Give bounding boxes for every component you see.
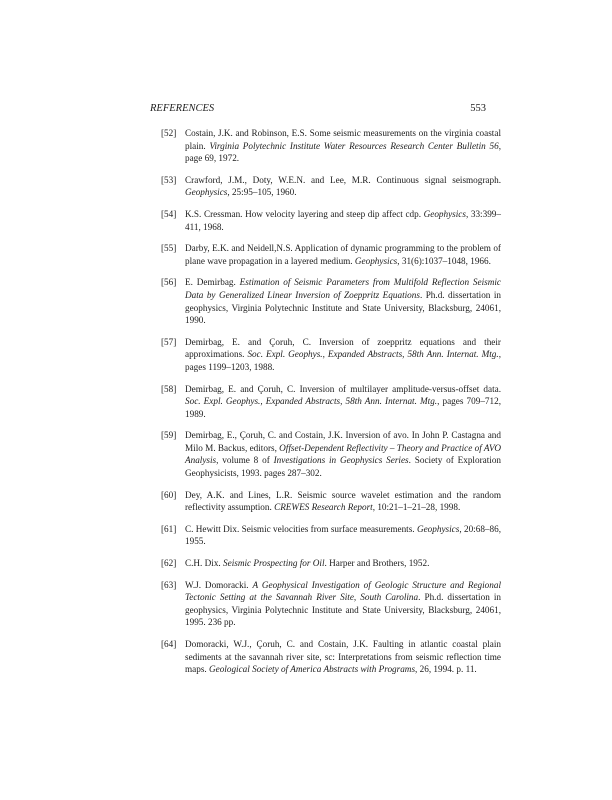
- reference-text-segment: , pages 1199–1203, 1988.: [185, 349, 501, 372]
- reference-number: [63]: [161, 579, 177, 590]
- page-header: [150, 102, 486, 116]
- reference-number: [55]: [161, 243, 177, 254]
- reference-number: [62]: [161, 558, 177, 569]
- reference-title-italic: Soc. Expl. Geophys., Expanded Abstracts, 58th Ann. Internat. Mtg.: [247, 349, 499, 360]
- reference-entry: [161, 579, 501, 629]
- reference-text: [185, 430, 501, 478]
- reference-title-italic: Geological Society of America Abstracts with Programs: [209, 664, 416, 675]
- reference-text-segment: Dey, A.K. and Lines, L.R. Seismic source wavelet estimation and the random reflectivity assumption.: [185, 489, 501, 513]
- reference-text-segment: . Ph.d. dissertation in geophysics, Virginia Polytechnic Institute and State University, Blacksburg, 24061, 1995. 236 pp.: [185, 592, 501, 628]
- reference-entry: [161, 336, 501, 374]
- reference-title-italic: Offset-Dependent Reflectivity – Theory and Practice of AVO Analysis: [185, 442, 501, 466]
- reference-number: [61]: [161, 523, 177, 534]
- reference-text-segment: Costain, J.K. and Robinson, E.S. Some seismic measurements on the virginia coastal plain.: [185, 128, 501, 151]
- reference-entry: [161, 429, 501, 479]
- reference-number: [60]: [161, 489, 177, 500]
- reference-text: [185, 337, 501, 372]
- reference-text-segment: C.H. Dix.: [185, 558, 224, 569]
- reference-text-segment: E. Demirbag.: [185, 277, 240, 288]
- reference-text-segment: K.S. Cressman. How velocity layering and steep dip affect cdp.: [185, 208, 424, 219]
- reference-title-italic: CREWES Research Report: [274, 502, 373, 513]
- reference-number: [54]: [161, 208, 177, 219]
- reference-text-segment: Demirbag, E. and Çoruh, C. Inversion of zoeppritz equations and their approximations.: [185, 336, 501, 360]
- reference-text-segment: , volume 8 of: [216, 455, 274, 466]
- reference-text-segment: . Ph.d. dissertation in geophysics, Virginia Polytechnic Institute and State University, Blacksburg, 24061, 1990.: [185, 289, 501, 326]
- reference-title-italic: Investigations in Geophysics Series: [273, 455, 409, 466]
- reference-text: [185, 128, 501, 163]
- reference-text: [185, 580, 501, 628]
- reference-text-segment: , 33:399–411, 1968.: [185, 208, 501, 232]
- reference-text-segment: , 31(6):1037–1048, 1966.: [397, 255, 491, 266]
- reference-title-italic: Geophysics: [185, 187, 228, 198]
- reference-entry: [161, 383, 501, 421]
- reference-text: [185, 490, 501, 513]
- reference-title-italic: Geophysics: [354, 255, 398, 266]
- reference-text-segment: Crawford, J.M., Doty, W.E.N. and Lee, M.R. Continuous signal seismograph.: [185, 174, 501, 185]
- reference-text: [185, 277, 501, 325]
- reference-number: [64]: [161, 639, 177, 649]
- reference-entry: [161, 489, 501, 514]
- reference-text-segment: , 26, 1994. p. 11.: [415, 664, 477, 675]
- reference-entry: [161, 276, 501, 326]
- reference-title-italic: Geophysics: [423, 208, 466, 219]
- reference-text: [185, 524, 501, 547]
- reference-entry: [161, 638, 501, 676]
- section-title: REFERENCES: [150, 103, 215, 114]
- reference-number: [58]: [161, 383, 177, 394]
- reference-text-segment: , pages 709–712, 1989.: [185, 396, 501, 419]
- reference-text-segment: Demirbag, E., Çoruh, C. and Costain, J.K. Inversion of avo. In John P. Castagna and Milo M. Backus, editors,: [185, 430, 501, 453]
- reference-text: [185, 384, 501, 419]
- reference-entry: [161, 242, 501, 267]
- reference-text: [185, 639, 501, 674]
- reference-title-italic: Soc. Expl. Geophys., Expanded Abstracts, 58th Ann. Internat. Mtg.: [185, 396, 438, 407]
- reference-entry: [161, 127, 501, 165]
- reference-entry: [161, 523, 501, 548]
- reference-text-segment: , 10:21–1–21–28, 1998.: [372, 502, 461, 513]
- reference-entry: [161, 557, 501, 570]
- reference-list: [161, 127, 501, 685]
- reference-number: [56]: [161, 277, 177, 288]
- reference-text: [185, 558, 429, 568]
- reference-text-segment: . Harper and Brothers, 1952.: [324, 558, 430, 569]
- reference-number: [52]: [161, 128, 177, 138]
- reference-text-segment: Darby, E.K. and Neidell,N.S. Application of dynamic programming to the problem of plane wave propagation in a layered medium.: [185, 243, 501, 266]
- reference-text-segment: , 25:95–105, 1960.: [227, 187, 297, 198]
- reference-number: [57]: [161, 336, 177, 347]
- reference-text-segment: . Society of Exploration Geophysicists, 1993. pages 287–302.: [185, 455, 502, 479]
- reference-title-italic: Geophysics: [416, 523, 460, 534]
- reference-text: [185, 209, 501, 232]
- reference-number: [53]: [161, 174, 177, 185]
- reference-entry: [161, 174, 501, 199]
- reference-text-segment: Domoracki, W.J., Çoruh, C. and Costain, J.K. Faulting in atlantic coastal plain sediments at the savannah river site, sc: Interpretations from seismic reflection time maps.: [185, 639, 501, 675]
- reference-title-italic: Seismic Prospecting for Oil: [223, 558, 325, 569]
- reference-title-italic: Virginia Polytechnic Institute Water Resources Research Center Bulletin 56: [209, 140, 499, 151]
- page-number: 553: [470, 103, 486, 114]
- reference-title-italic: Estimation of Seismic Parameters from Multifold Reflection Seismic Data by Generalized Linear Inversion of Zoeppritz Equations: [185, 277, 501, 300]
- reference-text-segment: C. Hewitt Dix. Seismic velocities from surface measurements.: [185, 523, 417, 534]
- reference-text-segment: Demirbag, E. and Çoruh, C. Inversion of multilayer amplitude-versus-offset data.: [185, 383, 501, 394]
- reference-text: [185, 175, 501, 198]
- reference-text: [185, 243, 501, 266]
- reference-text-segment: W.J. Domoracki.: [185, 579, 253, 590]
- reference-text-segment: , page 69, 1972.: [185, 140, 502, 164]
- reference-entry: [161, 208, 501, 233]
- reference-text-segment: , 20:68–86, 1955.: [185, 523, 501, 547]
- reference-number: [59]: [161, 430, 177, 441]
- reference-title-italic: A Geophysical Investigation of Geologic Structure and Regional Tectonic Setting at the Savannah River Site, South Carolina: [185, 579, 502, 603]
